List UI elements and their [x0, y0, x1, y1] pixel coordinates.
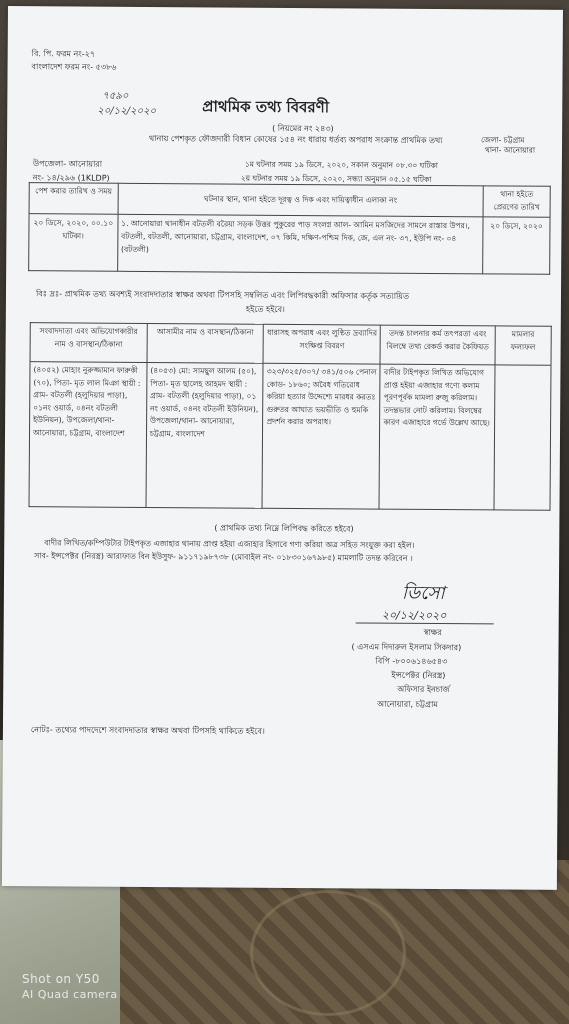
- officer-name: ( এসএম দিদারুল ইসলাম সিকদার): [351, 642, 462, 653]
- table-header-row: [30, 323, 551, 366]
- officer-post: অফিসার ইনচার্জ: [397, 684, 450, 695]
- special-note-cont: হইতে হইবে।: [245, 304, 285, 314]
- table-header: থানা হইতে প্রেরণের তারিখ: [483, 186, 550, 217]
- officer-station: আনোয়ারা, চট্টগ্রাম: [377, 699, 438, 710]
- table-row: [29, 362, 551, 511]
- carpet-motif: [250, 890, 406, 1016]
- officer-bp: বিপি -৮০০৬১৪৬৫৪৩: [375, 656, 448, 667]
- handwritten-date: ২০/১২/২০২০: [97, 105, 157, 118]
- signature: ডিসো: [401, 582, 445, 605]
- statement-line-1: বাদীর লিখিত/কম্পিউটার টাইপকৃত এজাহার থানায় প্রাপ্ত হইয়া এজাহার হিসাবে গণ্য করিয়া অত্র সহিত সংযুক্ত করা হইল।: [44, 538, 415, 550]
- table-row: [29, 214, 550, 275]
- recorded-note: ( প্রাথমিক তথ্য নিম্নে লিপিবদ্ধ করিতে হইবে): [214, 523, 354, 534]
- table-cell: ২০ ডিসে, ২০২০, ০০.১০ ঘটিকা।: [29, 214, 118, 272]
- table-header-row: [29, 183, 550, 218]
- table-header: তদন্ত চালনার কর্ম তৎপরতা এবং বিলম্বে তথ্য রেকর্ড করার কৈফিয়ত: [380, 325, 495, 365]
- table-cell: ১. আনোয়ারা থানাধীন বটতলী বরৈয়া সড়ক উত্তর পুকুরের পাড় সংলগ্ন আল- আমিন মসজিদের সামনে রাস্তার উপর।, বটতলী, বটতলী, আনোয়ারা, চট্টগ্রাম, বাংলাদেশ, ০৭ কিমি, দক্ষিণ-পশ্চিম দিক, জে, এল নং- ৩৭, ইউপি নং- ০৪ (বটতলী): [117, 214, 483, 274]
- incident-time-2: ২য় ঘটনার সময় ১৯ ডিসে, ২০২০, সন্ধ্যা অনুমান ০৫.১৫ ঘটিকা: [240, 173, 432, 184]
- handwritten-number: ৭৫৯০: [102, 90, 129, 102]
- signature-label: স্বাক্ষর: [423, 627, 442, 638]
- table-header: ঘটনার স্থান, থানা হইতে দূরত্ব ও দিক এবং দায়িত্বাধীন এলাকা নং: [118, 183, 484, 217]
- district: জেলা- চট্টগ্রাম: [481, 135, 525, 145]
- bd-form-number: বাংলাদেশ ফরম নং- ৫৩৮৬: [31, 62, 117, 72]
- table-cell: (৪০৫৩) মো: সামছুল আলম (৫০), পিতা- মৃত ছালেহ আহমদ স্থায়ী : গ্রাম- বটতলী (হলুদিয়ার পাড়া), ০১ নং ওয়ার্ড, ০৪নং বটতলী ইউনিয়ন), উপজেলা/থানা- আনোয়ারা, চট্টগ্রাম, বাংলাদেশ: [146, 362, 263, 508]
- parties-table: [29, 322, 552, 511]
- signature-date: ২০/১২/২০২০: [381, 608, 447, 623]
- page-title: প্রাথমিক তথ্য বিবরণী: [202, 97, 330, 117]
- table-header: মামলার ফলাফল: [495, 326, 551, 365]
- table-cell: [494, 365, 551, 510]
- incident-time-1: ১ম ঘটনার সময় ১৯ ডিসে, ২০২০, সকাল অনুমান ০৮.৩০ ঘটিকা: [244, 159, 439, 171]
- table-cell: ২০ ডিসে, ২০২০: [483, 217, 550, 274]
- table-cell: বাদীর টাইপকৃত লিখিত অভিযোগ প্রাপ্ত হইয়া এজাহার গণ্যে কলাম পূরণপূর্বক মামলা রুজু করিলাম।তদন্তভার নোট করিলাম। বিলম্বের কারণ এজাহারে গর্ভে উল্লেখ আছে।: [379, 364, 494, 510]
- officer-rank: ইন্সপেক্টর (নিরস্ত্র): [391, 670, 446, 681]
- table-header: সংবাদদাতা এবং অভিযোগকারীর নাম ও বাসস্থান/ঠিকানা: [30, 323, 147, 363]
- table-header: আসামীর নাম ও বাসস্থান/ঠিকানা: [147, 323, 264, 363]
- table-cell: ৩২৩/৩২৫/৩০৭/ ৩৪১/৫০৬ পেনাল কোড- ১৮৬০; অবৈধ গতিরোধ করিয়া হত্যার উদ্দেশ্যে মারধর করতঃ গুরুতর আঘাত ভয়ভীতি ও হুমকি প্রদর্শন করার অপরাধ।: [262, 363, 380, 509]
- form-number: বি. পি. ফরম নং-২৭: [31, 49, 96, 59]
- document-paper: [2, 6, 563, 890]
- statement-line-2: সাব- ইন্সপেক্টর (নিরস্ত্র) আরাফাত বিন ইউসুফ- ৯১১৭১৯৮৭৩৮ (মোবাইল নং- ০১৮৩০১৬৭৯৮৫) মামলাটি তদন্ত করিবেন ।: [34, 551, 413, 563]
- camera-watermark: Shot on Y50: [22, 972, 100, 986]
- rule-number: ( নিয়মের নং ২৪৩): [272, 123, 334, 134]
- case-number: নং- ১৪/২৯৬ (1KLDP): [32, 173, 110, 183]
- table-header: পেশ করার তারিখ ও সময়: [29, 183, 118, 215]
- upazila: উপজেলা- আনোয়ারা: [32, 159, 103, 169]
- special-note: বিঃ দ্রঃ- প্রাথমিক তথ্য অবশ্যই সংবাদদাতার স্বাক্ষর অথবা টিপসহি সম্বলিত এবং লিপিবদ্ধকারী অফিসার কর্তৃক সত্যায়িত: [35, 289, 410, 301]
- heading-line: থানায় পেশকৃত ফৌজদারী বিধান কোষের ১৫৪ নং ধারায় ধর্তব্য অপরাধ সংক্রান্ত প্রাথমিক তথ্য: [149, 133, 443, 146]
- footnote: নোটঃ- তথ্যের পাদদেশে সংবাদদাতার স্বাক্ষর অথবা টিপসহি থাকিতে হইবে।: [30, 725, 265, 736]
- incident-table: [28, 182, 551, 275]
- police-station: থানা- আনোয়ারা: [484, 145, 536, 155]
- table-cell: (৪০৫২) মোহাং নুরুজ্জামান ফারুকী (৭০), পিতা- মৃত লাল মিঞা স্থায়ী : গ্রাম- বটতলী (হলুদিয়ার পাড়া), ০১নং ওয়ার্ড, ০৪নং বটতলী ইউনিয়ন), উপজেলা/থানা- আনোয়ারা, চট্টগ্রাম, বাংলাদেশ: [29, 362, 147, 508]
- table-header: ধারাসহ অপরাধ এবং লুণ্ঠিত দ্রব্যাদির সংক্ষিপ্ত বিবরণ: [263, 324, 380, 364]
- camera-watermark-sub: AI Quad camera: [22, 988, 118, 1001]
